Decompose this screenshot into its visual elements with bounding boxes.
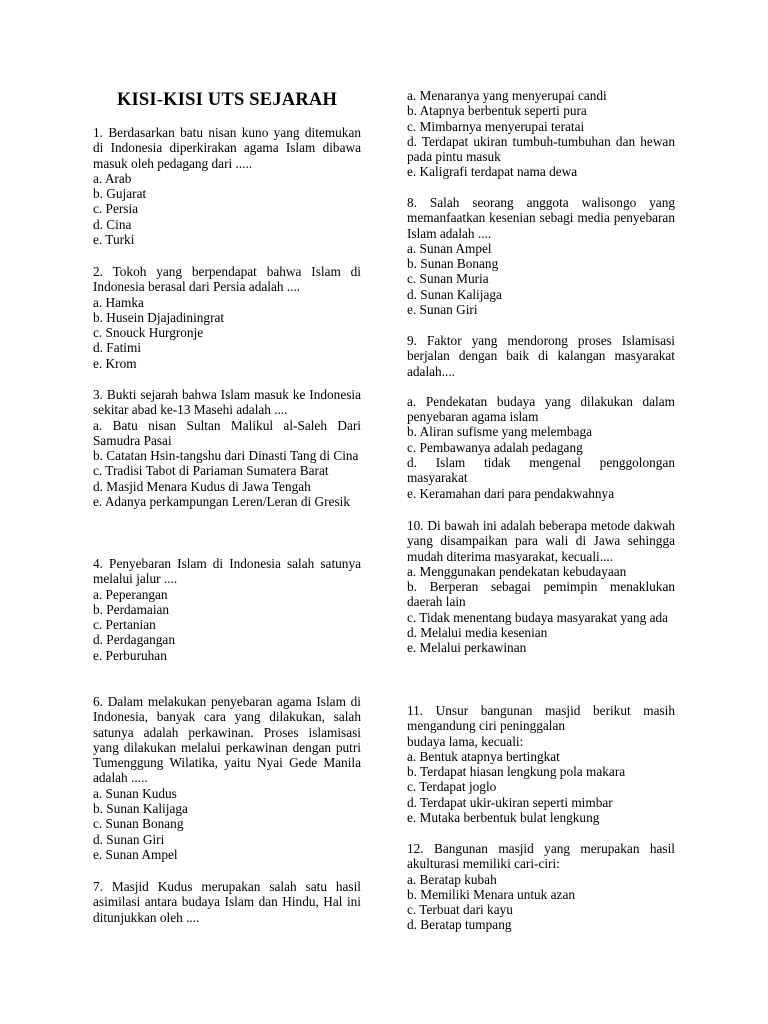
question-6 [93,694,361,862]
question-11 [407,703,675,825]
option-b: b. Husein Djajadiningrat [93,309,225,325]
option-c: c. Terdapat joglo [407,779,497,795]
question-text: 11. Unsur bangunan masjid berikut masih mengandung ciri peninggalan [407,703,675,734]
option-b: b. Perdamaian [93,601,170,617]
option-c: c. Pembawanya adalah pedagang [407,439,583,455]
question-text: 3. Bukti sejarah bahwa Islam masuk ke Indonesia sekitar abad ke-13 Masehi adalah .... [93,387,361,418]
option-b: b. Sunan Kalijaga [93,801,188,817]
option-a: a. Beratap kubah [407,871,497,887]
question-text: 10. Di bawah ini adalah beberapa metode dakwah yang disampaikan para wali di Jawa sehingga mudah diterima masyarakat, kecuali.... [407,518,675,564]
option-c: c. Pertanian [93,617,156,633]
option-a: a. Bentuk atapnya bertingkat [407,748,560,764]
question-10 [407,518,675,656]
option-a: a. Batu nisan Sultan Malikul al-Saleh Dari Samudra Pasai [93,417,361,448]
option-d: d. Fatimi [93,340,142,356]
option-e: e. Sunan Ampel [93,846,178,862]
option-c: c. Sunan Bonang [93,816,184,832]
option-d: d. Melalui media kesenian [407,625,548,641]
question-3 [93,387,361,509]
option-e: e. Keramahan dari para pendakwahnya [407,485,615,501]
question-text: 9. Faktor yang mendorong proses Islamisasi berjalan dengan baik di kalangan masyarakat adalah.... [407,333,675,379]
option-a: a. Menggunakan pendekatan kebudayaan [407,563,627,579]
question-text: 4. Penyebaran Islam di Indonesia salah satunya melalui jalur .... [93,556,361,587]
question-text: 12. Bangunan masjid yang merupakan hasil akulturasi memiliki cari-ciri: [407,841,675,872]
option-a: a. Sunan Ampel [407,240,492,256]
option-a: a. Peperangan [93,586,168,602]
option-b: b. Aliran sufisme yang melembaga [407,424,593,440]
option-c: c. Sunan Muria [407,271,489,287]
option-d: d. Islam tidak mengenal penggolongan masyarakat [407,455,675,486]
option-b: b. Sunan Bonang [407,256,499,272]
option-e: e. Mutaka berbentuk bulat lengkung [407,810,600,826]
question-9 [407,333,675,501]
option-d: d. Sunan Kalijaga [407,286,502,302]
option-e: e. Kaligrafi terdapat nama dewa [407,164,578,180]
question-text: 2. Tokoh yang berpendapat bahwa Islam di Indonesia berasal dari Persia adalah .... [93,264,361,295]
question-text: 1. Berdasarkan batu nisan kuno yang ditemukan di Indonesia diperkirakan agama Islam dibawa masuk oleh pedagang dari ..... [93,125,361,171]
question-4 [93,556,361,663]
option-b: b. Memiliki Menara untuk azan [407,886,576,902]
option-e: e. Melalui perkawinan [407,640,527,656]
option-c: c. Mimbarnya menyerupai teratai [407,118,585,134]
question-text-continued: budaya lama, kecuali: [407,733,524,749]
question-text: 7. Masjid Kudus merupakan salah satu hasil asimilasi antara budaya Islam dan Hindu, Hal ini ditunjukkan oleh .... [93,879,361,925]
option-b: b. Berperan sebagai pemimpin menaklukan daerah lain [407,579,675,610]
question-2 [93,264,361,371]
option-b: b. Gujarat [93,186,147,202]
option-e: e. Turki [93,232,135,248]
option-c: c. Tradisi Tabot di Pariaman Sumatera Barat [93,463,329,479]
option-b: b. Catatan Hsin-tangshu dari Dinasti Tang di Cina [93,448,359,464]
option-a: a. Arab [93,170,132,186]
option-a: a. Sunan Kudus [93,785,177,801]
option-e: e. Sunan Giri [407,302,478,318]
option-e: e. Perburuhan [93,647,167,663]
option-a: a. Pendekatan budaya yang dilakukan dalam penyebaran agama islam [407,393,675,425]
question-12 [407,841,675,933]
question-1 [93,125,361,247]
option-d: d. Sunan Giri [93,831,165,847]
option-e: e. Krom [93,355,137,371]
option-a: a. Menaranya yang menyerupai candi [407,88,607,103]
question-text: 8. Salah seorang anggota walisongo yang memanfaatkan kesenian sebagi media penyebaran Islam adalah .... [407,195,675,241]
option-d: d. Cina [93,216,132,232]
option-d: d. Beratap tumpang [407,917,512,933]
option-e: e. Adanya perkampungan Leren/Leran di Gresik [93,494,350,510]
question-8 [407,195,675,317]
option-b: b. Atapnya berbentuk seperti pura [407,103,587,119]
page-title: KISI-KISI UTS SEJARAH [116,90,338,110]
option-a: a. Hamka [93,294,144,310]
option-c: c. Tidak menentang budaya masyarakat yang ada [407,609,669,625]
question-text: 6. Dalam melakukan penyebaran agama Islam di Indonesia, banyak cara yang dilakukan, salah satunya adalah perkawinan. Proses islamisasi yang dilakukan melalui perkawinan dengan putri Tumenggung Wilatika, yaitu Nyai Gede Manila adalah ..... [93,694,361,786]
option-d: d. Terdapat ukir-ukiran seperti mimbar [407,794,613,810]
option-c: c. Terbuat dari kayu [407,902,513,918]
option-d: d. Terdapat ukiran tumbuh-tumbuhan dan hewan pada pintu masuk [407,133,675,165]
option-d: d. Perdagangan [93,632,175,648]
option-c: c. Snouck Hurgronje [93,325,204,341]
question-7-options [407,88,675,180]
question-7 [93,879,361,925]
option-d: d. Masjid Menara Kudus di Jawa Tengah [93,478,311,494]
option-c: c. Persia [93,201,139,217]
option-b: b. Terdapat hiasan lengkung pola makara [407,764,626,780]
